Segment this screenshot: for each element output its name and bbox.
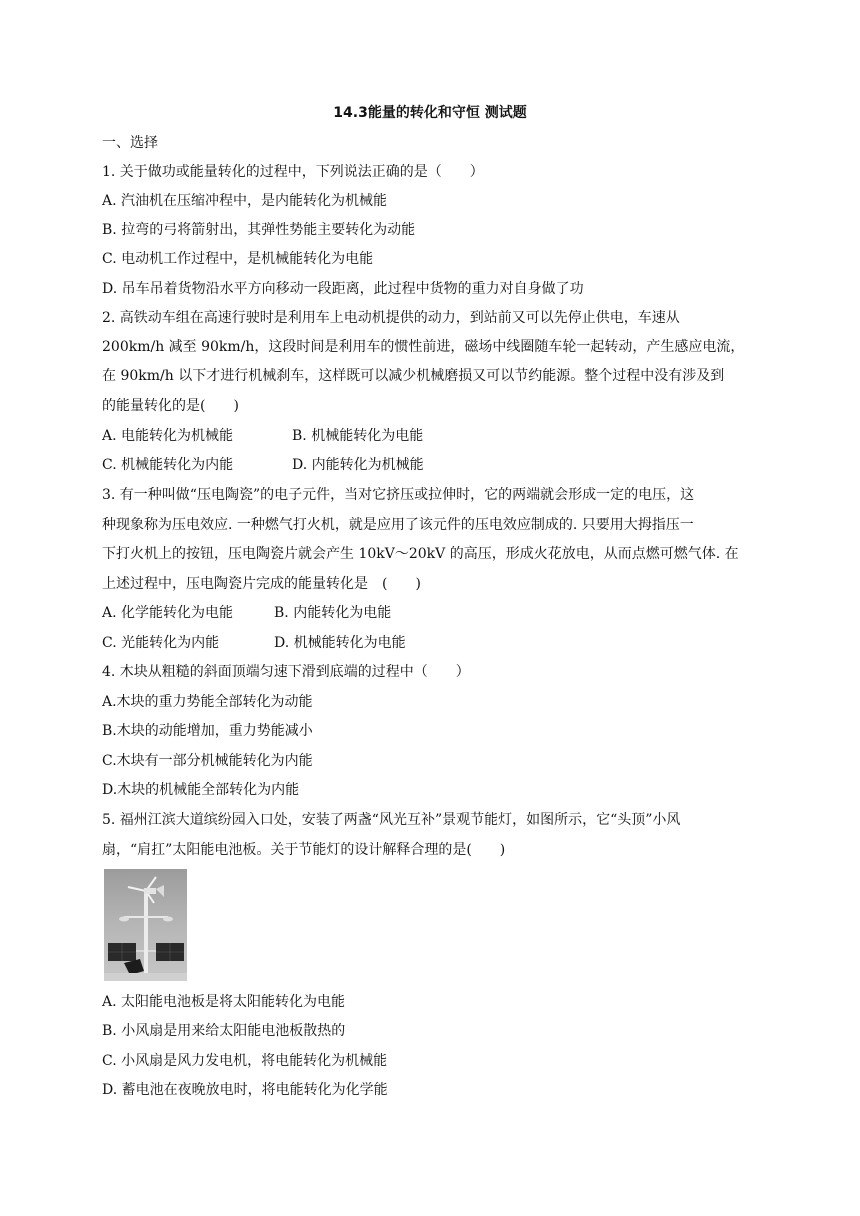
question-2-stem-line-2: 200km/h 减至 90km/h，这段时间是利用车的惯性前进，磁场中线圈随车轮一起转动，产生感应电流， xyxy=(102,339,745,355)
lamp-head-left xyxy=(119,917,129,922)
question-1-option-a: A. 汽油机在压缩冲程中，是内能转化为机械能 xyxy=(102,193,388,209)
question-3-options-row-1 xyxy=(102,602,391,624)
lamp-pole xyxy=(144,891,148,981)
question-2-option-d: D. 内能转化为机械能 xyxy=(292,457,424,473)
question-3-option-a: A. 化学能转化为电能 xyxy=(102,605,234,621)
question-2-stem-line-3: 在 90km/h 以下才进行机械刹车，这样既可以减少机械磨损又可以节约能源。整个过程中没有涉及到 xyxy=(102,368,725,384)
question-2-options-row-2 xyxy=(102,454,424,476)
question-3-option-b: B. 内能转化为电能 xyxy=(274,605,392,621)
question-1-option-b: B. 拉弯的弓将箭射出，其弹性势能主要转化为动能 xyxy=(102,222,416,238)
question-2-options-row-1 xyxy=(102,425,423,447)
question-1-option-c: C. 电动机工作过程中，是机械能转化为电能 xyxy=(102,251,374,267)
question-1-option-d: D. 吊车吊着货物沿水平方向移动一段距离，此过程中货物的重力对自身做了功 xyxy=(102,281,584,297)
question-3-stem-line-2: 种现象称为压电效应. 一种燃气打火机，就是应用了该元件的压电效应制成的. 只要用大拇指压一 xyxy=(102,517,694,533)
question-4-option-c: C.木块有一部分机械能转化为内能 xyxy=(102,753,313,769)
question-2-stem-line-1: 2. 高铁动车组在高速行驶时是利用车上电动机提供的动力，到站前又可以先停止供电，车速从 xyxy=(102,310,680,326)
question-4-stem: 4. 木块从粗糙的斜面顶端匀速下滑到底端的过程中（ ） xyxy=(102,664,470,680)
question-5-option-a: A. 太阳能电池板是将太阳能转化为电能 xyxy=(102,994,346,1010)
photo-ground xyxy=(104,973,187,981)
section-heading: 一、选择 xyxy=(102,135,158,151)
question-5-stem-line-2: 扇，“肩扛”太阳能电池板。关于节能灯的设计解释合理的是( ) xyxy=(102,842,506,858)
question-3-option-c: C. 光能转化为内能 xyxy=(102,635,220,651)
question-3-stem-line-4: 上述过程中，压电陶瓷片完成的能量转化是 ( ) xyxy=(102,576,421,592)
question-3-stem-line-1: 3. 有一种叫做“压电陶瓷”的电子元件，当对它挤压或拉伸时，它的两端就会形成一定的电压，这 xyxy=(102,487,695,503)
question-1-stem: 1. 关于做功或能量转化的过程中，下列说法正确的是（ ） xyxy=(102,164,484,180)
question-2-option-c: C. 机械能转化为内能 xyxy=(102,457,234,473)
question-4-option-d: D.木块的机械能全部转化为内能 xyxy=(102,782,300,798)
question-2-option-a: A. 电能转化为机械能 xyxy=(102,428,234,444)
question-2-option-b: B. 机械能转化为电能 xyxy=(292,428,424,444)
question-4-option-a: A.木块的重力势能全部转化为动能 xyxy=(102,694,313,710)
question-3-options-row-2 xyxy=(102,632,406,654)
question-5-stem-line-1: 5. 福州江滨大道缤纷园入口处，安装了两盏“风光互补”景观节能灯，如图所示，它“头顶”小风 xyxy=(102,812,681,828)
question-3-option-d: D. 机械能转化为电能 xyxy=(274,635,406,651)
question-2-stem-line-4: 的能量转化的是( ) xyxy=(102,398,239,414)
page-title: 14.3能量的转化和守恒 测试题 xyxy=(333,105,527,121)
lamp-head-right xyxy=(163,917,173,922)
question-5-option-d: D. 蓄电池在夜晚放电时，将电能转化为化学能 xyxy=(102,1082,388,1098)
question-4-option-b: B.木块的动能增加，重力势能减小 xyxy=(102,723,313,739)
question-5-option-c: C. 小风扇是风力发电机，将电能转化为机械能 xyxy=(102,1053,388,1069)
question-5-option-b: B. 小风扇是用来给太阳能电池板散热的 xyxy=(102,1023,346,1039)
wind-solar-lamp-photo xyxy=(104,869,187,981)
question-3-stem-line-3: 下打火机上的按钮，压电陶瓷片就会产生 10kV～20kV 的高压，形成火花放电，从而点燃可燃气体. 在 xyxy=(102,546,739,562)
